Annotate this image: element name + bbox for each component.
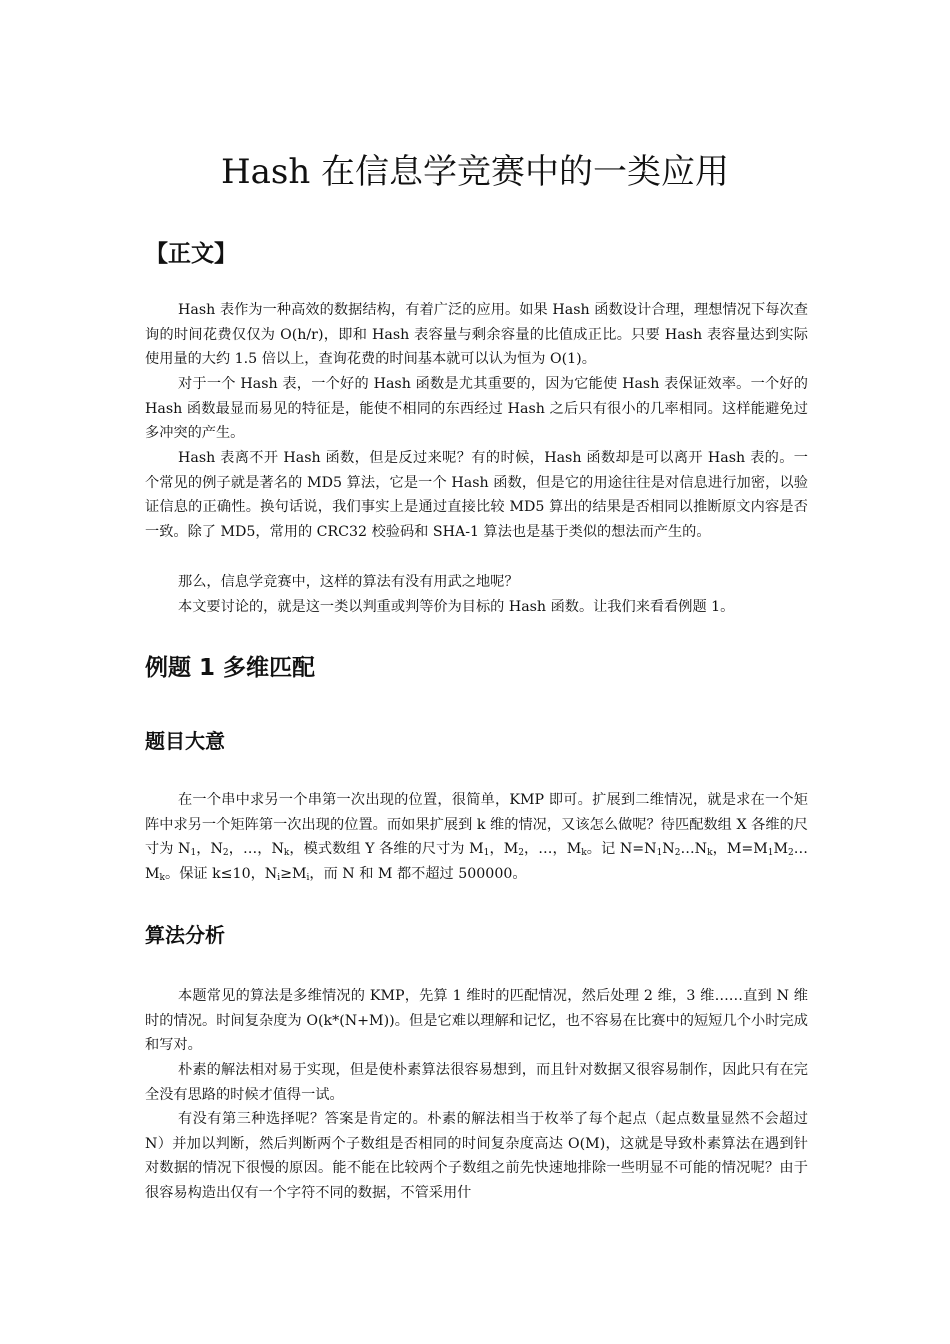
problem-paragraph: 在一个串中求另一个串第一次出现的位置，很简单，KMP 即可。扩展到二维情况，就是求在一个矩阵中求另一个矩阵第一次出现的位置。而如果扩展到 k 维的情况，又该怎么做呢？待匹配数组 X 各维的尺寸为 $N_1$，$N_2$，…，$N_k$，模式数组 Y 各维的尺寸为 $M_1$，$M_2$，…，$M_k$。记 $N=N_1N_2\dots N_k$，$M=M_1M_2\dots M_k$。保证 k≤10，$N_i\ge M_i$，而 N 和 M 都不超过 500000。 — [145, 792, 808, 884]
section-heading-main: 【正文】 — [145, 241, 237, 267]
intro-paragraph-1: Hash 表作为一种高效的数据结构，有着广泛的应用。如果 Hash 函数设计合理，理想情况下每次查询的时间花费仅仅为 O(h/r)，即和 Hash 表容量与剩余容量的比值成正比。只要 Hash 表容量达到实际使用量的大约 1.5 倍以上，查询花费的时间基本就可以认为恒为 O(1)。 — [145, 302, 808, 368]
document-title: Hash 在信息学竞赛中的一类应用 — [220, 152, 730, 192]
analysis-paragraph-2: 朴素的解法相对易于实现，但是使朴素算法很容易想到，而且针对数据又很容易制作，因此只有在完全没有思路的时候才值得一试。 — [145, 1062, 808, 1103]
intro-paragraph-3: Hash 表离不开 Hash 函数，但是反过来呢？有的时候，Hash 函数却是可以离开 Hash 表的。一个常见的例子就是著名的 MD5 算法，它是一个 Hash 函数，但是它的用途往往是对信息进行加密，以验证信息的正确性。换句话说，我们事实上是通过直接比较 MD5 算出的结果是否相同以推断原文内容是否一致。除了 MD5，常用的 CRC32 校验码和 SHA-1 算法也是基于类似的想法而产生的。 — [145, 450, 808, 541]
intro-paragraph-5: 本文要讨论的，就是这一类以判重或判等价为目标的 Hash 函数。让我们来看看例题 1。 — [178, 599, 735, 615]
example-heading: 例题 1 多维匹配 — [145, 655, 316, 681]
intro-paragraph-2: 对于一个 Hash 表，一个好的 Hash 函数是尤其重要的，因为它能使 Hash 表保证效率。一个好的 Hash 函数最显而易见的特征是，能使不相同的东西经过 Hash 之后只有很小的几率相同。这样能避免过多冲突的产生。 — [145, 376, 808, 442]
analysis-paragraph-1: 本题常见的算法是多维情况的 KMP，先算 1 维时的匹配情况，然后处理 2 维，3 维……直到 N 维时的情况。时间复杂度为 O(k*(N+M))。但是它难以理解和记忆，也不容易在比赛中的短短几个小时完成和写对。 — [145, 988, 808, 1054]
problem-heading: 题目大意 — [145, 729, 225, 753]
analysis-paragraph-3: 有没有第三种选择呢？答案是肯定的。朴素的解法相当于枚举了每个起点（起点数量显然不会超过 N）并加以判断，然后判断两个子数组是否相同的时间复杂度高达 O(M)，这就是导致朴素算法在遇到针对数据的情况下很慢的原因。能不能在比较两个子数组之前先快速地排除一些明显不可能的情况呢？由于很容易构造出仅有一个字符不同的数据，不管采用什 — [145, 1111, 808, 1202]
analysis-heading: 算法分析 — [145, 923, 225, 947]
intro-paragraph-4: 那么，信息学竞赛中，这样的算法有没有用武之地呢？ — [178, 574, 519, 590]
